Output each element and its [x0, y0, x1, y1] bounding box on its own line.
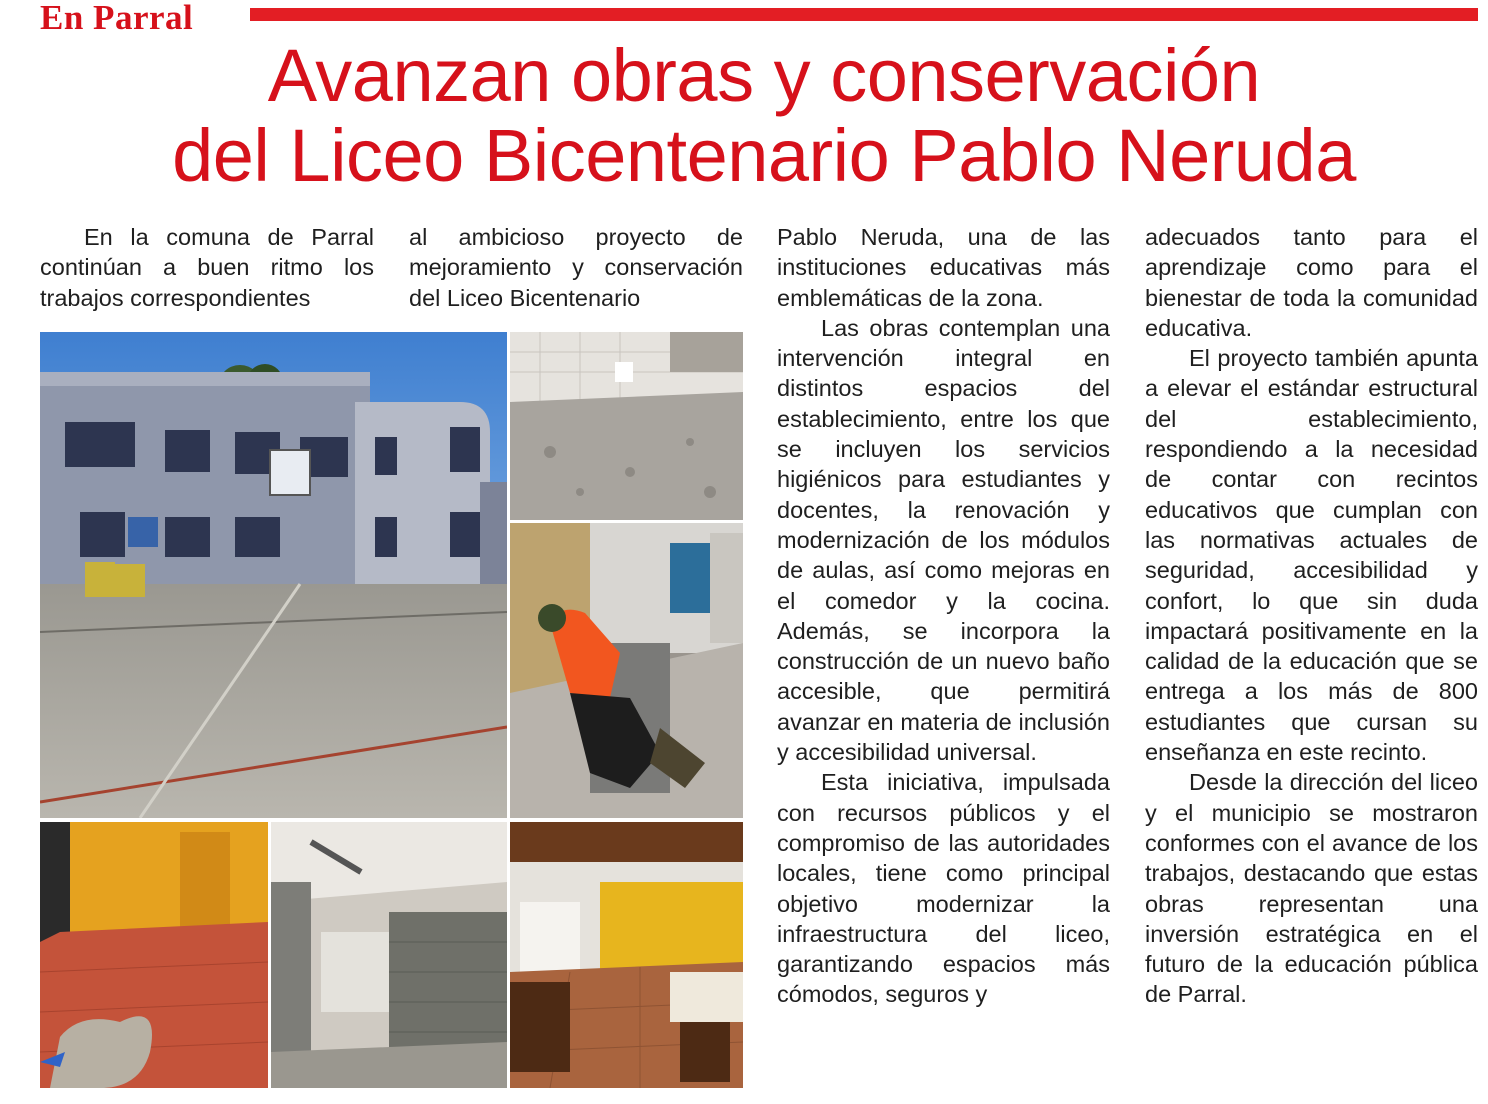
column-4-paragraph-3: Desde la dirección del liceo y el municipio se mostraron conformes con el avance de los trabajos, destacando que estas obras representan una inversión estratégica en el futuro de la educación pública de Parral.	[1145, 769, 1478, 1008]
photo-worker-kneeling	[510, 523, 743, 818]
photo-building-exterior	[40, 332, 507, 818]
photo-orange-floor	[40, 822, 268, 1088]
column-3	[777, 222, 1110, 1010]
column-3-paragraph-1: Pablo Neruda, una de las instituciones educativas más emblemáticas de la zona.	[777, 224, 1110, 311]
column-4-paragraph-1: adecuados tanto para el aprendizaje como para el bienestar de toda la comunidad educativa.	[1145, 224, 1478, 341]
photo-room-floor	[510, 332, 743, 520]
photo-dining-room	[510, 822, 743, 1088]
column-3-paragraph-2: Las obras contemplan una intervención integral en distintos espacios del establecimiento, entre los que se incluyen los servicios higiénicos para estudiantes y docentes, la renovación y modernización de los módulos de aulas, así como mejoras en el comedor y la cocina. Además, se incorpora la construcción de un nuevo baño accesible, que permitirá avanzar en materia de inclusión y accesibilidad universal.	[777, 314, 1110, 766]
column-4-paragraph-2: El proyecto también apunta a elevar el estándar estructural del establecimiento, respondiendo a la necesidad de contar con recintos educativos que cumplan con las normativas actuales de seguridad, accesibilidad y confort, lo que sin duda impactará positivamente en la calidad de la educación que se entrega a los más de 800 estudiantes que cursan su enseñanza en este recinto.	[1145, 345, 1478, 766]
section-label: En Parral	[40, 0, 194, 37]
photo-concrete-room	[271, 822, 507, 1088]
intro-column-2	[409, 222, 743, 313]
intro-paragraph-1: En la comuna de Parral continúan a buen ritmo los trabajos correspondientes	[40, 224, 374, 311]
intro-paragraph-2: al ambicioso proyecto de mejoramiento y conservación del Liceo Bicentenario	[409, 224, 743, 311]
section-rule	[250, 8, 1478, 21]
column-4	[1145, 222, 1478, 1010]
headline-line-1: Avanzan obras y conservación	[267, 34, 1261, 117]
headline-line-2: del Liceo Bicentenario Pablo Neruda	[172, 114, 1356, 197]
column-3-paragraph-3: Esta iniciativa, impulsada con recursos públicos y el compromiso de las autoridades locales, tiene como principal objetivo modernizar la infraestructura del liceo, garantizando espacios más cómodos, seguros y	[777, 769, 1110, 1008]
intro-column-1	[40, 222, 374, 313]
